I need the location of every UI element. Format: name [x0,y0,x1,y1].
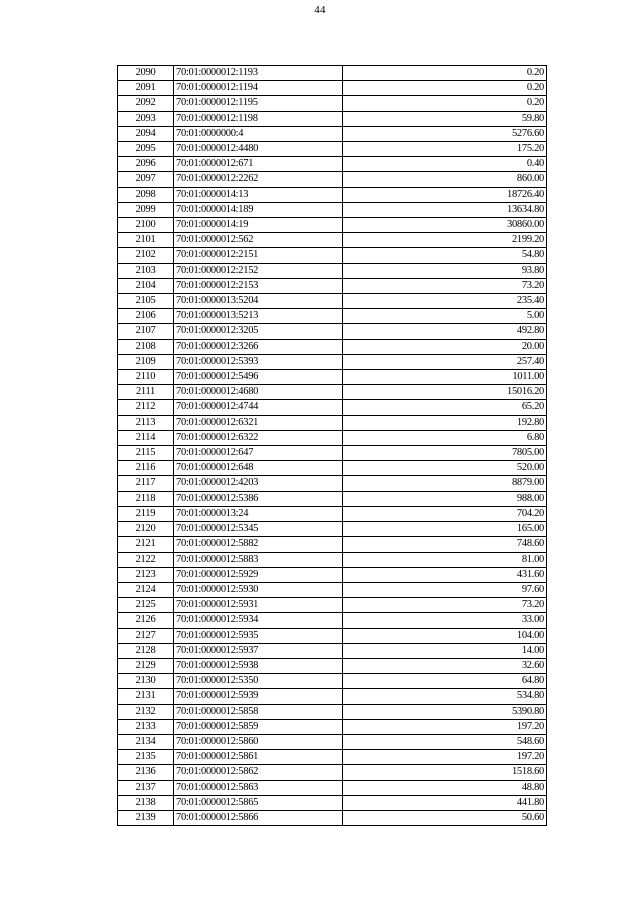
area-value: 64.80 [343,674,547,689]
cadastral-table [117,65,547,826]
cadastral-number: 70:01:0000012:4680 [174,385,343,400]
row-number: 2121 [118,537,174,552]
cadastral-number: 70:01:0000012:5859 [174,719,343,734]
cadastral-number: 70:01:0000012:671 [174,157,343,172]
area-value: 748.60 [343,537,547,552]
table-row [118,354,547,369]
table-row [118,324,547,339]
area-value: 235.40 [343,294,547,309]
row-number: 2094 [118,126,174,141]
table-row [118,111,547,126]
cadastral-number: 70:01:0000014:13 [174,187,343,202]
area-value: 97.60 [343,582,547,597]
table-row [118,446,547,461]
row-number: 2126 [118,613,174,628]
area-value: 54.80 [343,248,547,263]
row-number: 2100 [118,218,174,233]
table-row [118,795,547,810]
cadastral-number: 70:01:0000012:2262 [174,172,343,187]
row-number: 2112 [118,400,174,415]
area-value: 534.80 [343,689,547,704]
row-number: 2096 [118,157,174,172]
area-value: 32.60 [343,658,547,673]
area-value: 6.80 [343,430,547,445]
area-value: 860.00 [343,172,547,187]
table-row [118,233,547,248]
cadastral-number: 70:01:0000012:5865 [174,795,343,810]
cadastral-number: 70:01:0000012:5938 [174,658,343,673]
row-number: 2114 [118,430,174,445]
table-row [118,248,547,263]
area-value: 14.00 [343,643,547,658]
area-value: 30860.00 [343,218,547,233]
cadastral-number: 70:01:0000012:5863 [174,780,343,795]
area-value: 0.20 [343,81,547,96]
table-row [118,567,547,582]
area-value: 5.00 [343,309,547,324]
table-row [118,142,547,157]
table-row [118,765,547,780]
area-value: 431.60 [343,567,547,582]
cadastral-number: 70:01:0000012:5882 [174,537,343,552]
cadastral-number: 70:01:0000012:5935 [174,628,343,643]
table-row [118,202,547,217]
cadastral-number: 70:01:0000012:4744 [174,400,343,415]
table-row [118,294,547,309]
table-row [118,719,547,734]
table-row [118,126,547,141]
row-number: 2098 [118,187,174,202]
row-number: 2131 [118,689,174,704]
cadastral-number: 70:01:0000012:648 [174,461,343,476]
row-number: 2106 [118,309,174,324]
table-row [118,66,547,81]
cadastral-number: 70:01:0000000:4 [174,126,343,141]
cadastral-number: 70:01:0000013:5213 [174,309,343,324]
table-row [118,278,547,293]
cadastral-number: 70:01:0000012:4203 [174,476,343,491]
table-row [118,370,547,385]
cadastral-number: 70:01:0000012:5350 [174,674,343,689]
area-value: 441.80 [343,795,547,810]
cadastral-number: 70:01:0000012:1195 [174,96,343,111]
area-value: 0.20 [343,66,547,81]
area-value: 257.40 [343,354,547,369]
table-row [118,628,547,643]
row-number: 2105 [118,294,174,309]
cadastral-number: 70:01:0000012:3266 [174,339,343,354]
cadastral-number: 70:01:0000012:5345 [174,522,343,537]
table-row [118,263,547,278]
area-value: 8879.00 [343,476,547,491]
cadastral-number: 70:01:0000012:5929 [174,567,343,582]
area-value: 192.80 [343,415,547,430]
cadastral-number: 70:01:0000013:5204 [174,294,343,309]
cadastral-number: 70:01:0000012:647 [174,446,343,461]
table-row [118,689,547,704]
row-number: 2132 [118,704,174,719]
table-row [118,750,547,765]
row-number: 2097 [118,172,174,187]
area-value: 197.20 [343,750,547,765]
row-number: 2090 [118,66,174,81]
table-row [118,96,547,111]
row-number: 2118 [118,491,174,506]
table-row [118,187,547,202]
cadastral-number: 70:01:0000012:6322 [174,430,343,445]
row-number: 2133 [118,719,174,734]
cadastral-number: 70:01:0000012:2152 [174,263,343,278]
row-number: 2095 [118,142,174,157]
table-row [118,218,547,233]
row-number: 2111 [118,385,174,400]
area-value: 175.20 [343,142,547,157]
table-row [118,430,547,445]
row-number: 2138 [118,795,174,810]
table-row [118,598,547,613]
cadastral-number: 70:01:0000012:5883 [174,552,343,567]
row-number: 2130 [118,674,174,689]
cadastral-number: 70:01:0000012:5860 [174,734,343,749]
table-row [118,734,547,749]
table-body [118,66,547,826]
table-row [118,476,547,491]
row-number: 2139 [118,810,174,825]
table-row [118,491,547,506]
table-row [118,309,547,324]
area-value: 81.00 [343,552,547,567]
table-row [118,582,547,597]
area-value: 7805.00 [343,446,547,461]
table-row [118,552,547,567]
row-number: 2101 [118,233,174,248]
table-row [118,674,547,689]
cadastral-number: 70:01:0000014:189 [174,202,343,217]
area-value: 48.80 [343,780,547,795]
row-number: 2137 [118,780,174,795]
table-row [118,461,547,476]
area-value: 5390.80 [343,704,547,719]
row-number: 2129 [118,658,174,673]
row-number: 2127 [118,628,174,643]
table-row [118,780,547,795]
row-number: 2102 [118,248,174,263]
cadastral-number: 70:01:0000012:6321 [174,415,343,430]
area-value: 18726.40 [343,187,547,202]
row-number: 2104 [118,278,174,293]
area-value: 13634.80 [343,202,547,217]
row-number: 2135 [118,750,174,765]
row-number: 2119 [118,506,174,521]
row-number: 2128 [118,643,174,658]
cadastral-number: 70:01:0000013:24 [174,506,343,521]
cadastral-number: 70:01:0000012:2153 [174,278,343,293]
page-number: 44 [314,4,326,16]
cadastral-number: 70:01:0000012:5861 [174,750,343,765]
cadastral-number: 70:01:0000012:5496 [174,370,343,385]
area-value: 0.40 [343,157,547,172]
row-number: 2120 [118,522,174,537]
row-number: 2117 [118,476,174,491]
cadastral-number: 70:01:0000012:5386 [174,491,343,506]
table-row [118,339,547,354]
table-row [118,704,547,719]
row-number: 2124 [118,582,174,597]
cadastral-number: 70:01:0000012:5934 [174,613,343,628]
area-value: 73.20 [343,598,547,613]
area-value: 59.80 [343,111,547,126]
area-value: 104.00 [343,628,547,643]
area-value: 548.60 [343,734,547,749]
table-row [118,385,547,400]
row-number: 2099 [118,202,174,217]
row-number: 2113 [118,415,174,430]
row-number: 2134 [118,734,174,749]
row-number: 2115 [118,446,174,461]
area-value: 1518.60 [343,765,547,780]
cadastral-number: 70:01:0000012:5930 [174,582,343,597]
area-value: 520.00 [343,461,547,476]
cadastral-number: 70:01:0000012:5937 [174,643,343,658]
cadastral-number: 70:01:0000014:19 [174,218,343,233]
area-value: 492.80 [343,324,547,339]
cadastral-number: 70:01:0000012:5939 [174,689,343,704]
table-row [118,157,547,172]
area-value: 165.00 [343,522,547,537]
area-value: 5276.60 [343,126,547,141]
cadastral-number: 70:01:0000012:5931 [174,598,343,613]
table-row [118,522,547,537]
row-number: 2091 [118,81,174,96]
table-row [118,506,547,521]
row-number: 2136 [118,765,174,780]
cadastral-number: 70:01:0000012:5862 [174,765,343,780]
table-row [118,810,547,825]
area-value: 65.20 [343,400,547,415]
table-row [118,400,547,415]
table-row [118,613,547,628]
cadastral-number: 70:01:0000012:1193 [174,66,343,81]
cadastral-number: 70:01:0000012:4480 [174,142,343,157]
table-row [118,415,547,430]
cadastral-number: 70:01:0000012:1198 [174,111,343,126]
row-number: 2107 [118,324,174,339]
area-value: 1011.00 [343,370,547,385]
area-value: 20.00 [343,339,547,354]
cadastral-number: 70:01:0000012:562 [174,233,343,248]
row-number: 2123 [118,567,174,582]
area-value: 197.20 [343,719,547,734]
cadastral-number: 70:01:0000012:3205 [174,324,343,339]
area-value: 33.00 [343,613,547,628]
row-number: 2125 [118,598,174,613]
area-value: 50.60 [343,810,547,825]
area-value: 93.80 [343,263,547,278]
row-number: 2116 [118,461,174,476]
row-number: 2122 [118,552,174,567]
table-row [118,537,547,552]
row-number: 2103 [118,263,174,278]
table-row [118,643,547,658]
cadastral-number: 70:01:0000012:1194 [174,81,343,96]
row-number: 2093 [118,111,174,126]
cadastral-number: 70:01:0000012:5393 [174,354,343,369]
cadastral-number: 70:01:0000012:5858 [174,704,343,719]
table-row [118,658,547,673]
row-number: 2110 [118,370,174,385]
table-row [118,172,547,187]
row-number: 2092 [118,96,174,111]
area-value: 2199.20 [343,233,547,248]
row-number: 2108 [118,339,174,354]
area-value: 73.20 [343,278,547,293]
area-value: 988.00 [343,491,547,506]
area-value: 15016.20 [343,385,547,400]
row-number: 2109 [118,354,174,369]
area-value: 704.20 [343,506,547,521]
area-value: 0.20 [343,96,547,111]
table-row [118,81,547,96]
cadastral-number: 70:01:0000012:2151 [174,248,343,263]
cadastral-number: 70:01:0000012:5866 [174,810,343,825]
